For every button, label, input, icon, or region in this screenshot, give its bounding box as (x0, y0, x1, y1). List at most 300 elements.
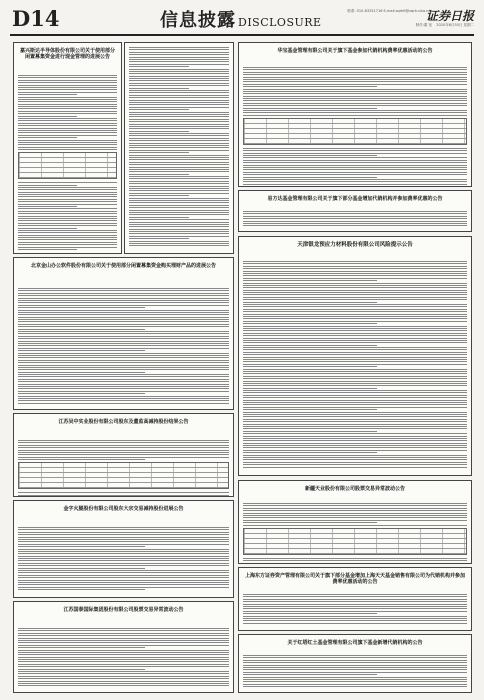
text-line (129, 49, 229, 50)
text-line (243, 323, 377, 324)
text-line (243, 366, 377, 367)
text-line (243, 464, 467, 465)
text-line (18, 324, 229, 325)
text-line (243, 184, 467, 185)
text-line (18, 396, 229, 397)
text-line (243, 674, 377, 675)
text-line (243, 328, 467, 329)
text-line (129, 52, 229, 53)
text-line (243, 177, 377, 178)
text-line (243, 77, 467, 78)
text-line (18, 123, 117, 124)
notice-body (243, 655, 467, 689)
text-line (243, 96, 467, 97)
text-line (243, 287, 467, 288)
text-line (18, 584, 229, 585)
text-line (243, 677, 467, 678)
text-line (129, 57, 229, 58)
text-line (129, 59, 229, 60)
text-line (243, 679, 467, 680)
text-line (18, 120, 117, 121)
text-line (243, 388, 377, 389)
text-line (18, 445, 229, 446)
text-line (18, 128, 117, 129)
text-line (129, 107, 229, 108)
text-line (243, 606, 467, 607)
contact-line: 联系: 010-83251716 E-mail:zqrb9@zqrb.sina.net (347, 9, 432, 13)
text-line (243, 618, 467, 619)
text-line (18, 135, 117, 136)
text-line (18, 336, 229, 337)
text-line (18, 331, 229, 332)
text-line (243, 157, 467, 158)
text-line (18, 589, 145, 590)
text-line (18, 225, 117, 226)
text-line (129, 92, 229, 93)
text-line (243, 268, 467, 269)
text-line (243, 613, 377, 614)
text-line (243, 426, 467, 427)
text-line (243, 306, 467, 307)
issue-date: 2020年6月30日 星期二 (436, 23, 474, 27)
text-line (129, 131, 189, 132)
text-line (129, 202, 229, 203)
notice-7 (238, 236, 472, 476)
text-line (129, 124, 229, 125)
text-line (18, 94, 77, 95)
text-line (18, 230, 117, 231)
text-line (18, 633, 229, 634)
text-line (18, 572, 229, 573)
text-line (243, 390, 467, 391)
text-line (129, 162, 229, 163)
text-line (18, 249, 77, 250)
text-line (18, 321, 229, 322)
text-line (129, 61, 229, 62)
text-line (18, 440, 229, 441)
text-line (18, 495, 229, 496)
text-line (18, 302, 229, 303)
text-line (243, 311, 467, 312)
text-line (243, 450, 467, 451)
notice-0-continued (124, 42, 234, 254)
text-line (243, 297, 467, 298)
text-line (18, 577, 229, 578)
text-line (129, 145, 229, 146)
text-line (18, 372, 145, 373)
text-line (18, 673, 229, 674)
text-line (18, 379, 229, 380)
text-line (18, 144, 117, 145)
text-line (243, 455, 467, 456)
text-line (243, 686, 467, 687)
text-line (243, 216, 467, 217)
text-line (243, 74, 467, 75)
text-line (243, 345, 377, 346)
text-line (18, 539, 229, 540)
notice-table (18, 462, 229, 489)
text-line (18, 333, 229, 334)
text-line (18, 678, 229, 679)
text-line (18, 111, 117, 112)
text-line (129, 243, 229, 244)
text-line (243, 457, 467, 458)
text-line (243, 309, 467, 310)
text-line (18, 529, 229, 530)
text-line (129, 76, 229, 77)
text-line (18, 403, 229, 404)
text-line (129, 193, 229, 194)
text-line (18, 125, 117, 126)
text-line (129, 207, 229, 208)
text-line (243, 359, 467, 360)
text-line (18, 676, 229, 677)
text-line (18, 132, 117, 133)
text-line (18, 237, 117, 238)
text-line (243, 436, 467, 437)
text-line (243, 421, 467, 422)
text-line (18, 218, 117, 219)
editor-line: 制作:董 宽 (415, 23, 432, 27)
text-line (18, 137, 77, 138)
text-line (129, 188, 229, 189)
text-line (18, 319, 229, 320)
text-line (18, 654, 229, 655)
notice-5 (238, 42, 472, 187)
table-row (244, 549, 466, 554)
text-line (18, 381, 229, 382)
text-line (243, 278, 467, 279)
text-line (243, 81, 467, 82)
text-line (243, 381, 467, 382)
text-line (129, 109, 189, 110)
text-line (18, 223, 117, 224)
text-line (243, 373, 467, 374)
text-line (129, 245, 229, 246)
text-line (129, 155, 229, 156)
text-line (18, 661, 229, 662)
text-line (243, 290, 467, 291)
text-line (18, 97, 117, 98)
text-line (243, 503, 467, 504)
text-line (243, 321, 467, 322)
text-line (129, 174, 189, 175)
text-line (18, 365, 229, 366)
text-line (129, 128, 229, 129)
text-line (243, 428, 467, 429)
text-line (18, 565, 229, 566)
text-line (243, 558, 467, 559)
text-line (243, 517, 467, 518)
text-line (18, 326, 229, 327)
text-line (129, 152, 189, 153)
notice-9 (238, 567, 472, 631)
text-line (129, 80, 229, 81)
text-line (243, 404, 467, 405)
page-number: D14 (12, 6, 60, 31)
text-line (129, 114, 229, 115)
text-line (129, 138, 229, 139)
text-line (18, 391, 229, 392)
notice-body (18, 527, 229, 594)
text-line (18, 187, 117, 188)
text-line (18, 343, 229, 344)
text-line (18, 452, 229, 453)
text-line (18, 376, 229, 377)
text-line (129, 236, 229, 237)
text-line (243, 416, 467, 417)
text-line (243, 402, 467, 403)
text-line (243, 452, 377, 453)
text-line (18, 211, 117, 212)
text-line (243, 340, 467, 341)
notice-8 (238, 480, 472, 564)
text-line (18, 587, 229, 588)
text-line (18, 182, 117, 183)
text-line (18, 189, 117, 190)
text-line (129, 54, 229, 55)
text-line (243, 221, 467, 222)
text-line (18, 216, 117, 217)
text-line (18, 666, 229, 667)
text-line (243, 275, 467, 276)
text-line (243, 515, 467, 516)
text-line (129, 121, 229, 122)
text-line (243, 369, 467, 370)
text-line (18, 532, 229, 533)
text-line (243, 443, 467, 444)
text-line (243, 513, 467, 514)
text-line (129, 229, 229, 230)
notice-10 (238, 634, 472, 693)
text-line (243, 596, 467, 597)
text-line (243, 611, 467, 612)
text-line (243, 608, 467, 609)
text-line (18, 199, 117, 200)
notice-table (243, 118, 467, 145)
text-line (18, 310, 229, 311)
text-line (243, 162, 467, 163)
text-line (18, 142, 117, 143)
text-line (129, 195, 189, 196)
text-line (129, 164, 229, 165)
text-line (18, 669, 145, 670)
text-line (18, 239, 117, 240)
text-line (243, 266, 467, 267)
text-line (129, 159, 229, 160)
text-line (18, 681, 229, 682)
text-line (243, 352, 467, 353)
text-line (18, 204, 117, 205)
text-line (18, 106, 117, 107)
text-line (18, 388, 229, 389)
text-line (129, 97, 229, 98)
text-line (243, 299, 467, 300)
text-line (243, 280, 377, 281)
text-line (129, 71, 229, 72)
text-line (243, 672, 467, 673)
notice-table (18, 152, 117, 179)
text-line (18, 459, 145, 460)
text-line (243, 419, 467, 420)
text-line (243, 91, 467, 92)
text-line (18, 369, 229, 370)
text-line (243, 167, 467, 168)
text-line (243, 376, 467, 377)
text-line (243, 412, 467, 413)
text-line (18, 345, 229, 346)
text-line (18, 101, 117, 102)
text-line (18, 242, 117, 243)
text-line (18, 544, 229, 545)
notice-title: 北京金山办公软件股份有限公司关于使用部分闲置募集资金购买理财产品的进展公告 (30, 263, 216, 269)
text-line (129, 167, 229, 168)
text-line (18, 89, 117, 90)
text-line (18, 568, 145, 569)
text-line (18, 386, 229, 387)
text-line (18, 116, 77, 117)
notice-title: 新疆天业股份有限公司股票交易异常波动公告 (304, 486, 405, 492)
text-line (243, 447, 467, 448)
notice-body (243, 67, 467, 183)
text-line (243, 669, 467, 670)
text-line (243, 525, 467, 526)
text-line (129, 219, 229, 220)
text-line (18, 206, 77, 207)
text-line (129, 150, 229, 151)
text-line (243, 160, 467, 161)
text-line (18, 104, 117, 105)
text-line (243, 342, 467, 343)
text-line (18, 208, 117, 209)
text-line (243, 385, 467, 386)
text-line (129, 217, 189, 218)
text-line (243, 69, 467, 70)
text-line (243, 330, 467, 331)
text-line (129, 90, 229, 91)
text-line (243, 174, 467, 175)
text-line (243, 684, 467, 685)
text-line (243, 338, 467, 339)
text-line (18, 657, 229, 658)
text-line (18, 305, 229, 306)
text-line (243, 169, 467, 170)
text-line (18, 235, 117, 236)
text-line (243, 105, 467, 106)
text-line (243, 431, 377, 432)
text-line (18, 558, 229, 559)
page-header (10, 4, 474, 36)
notice-body (243, 261, 467, 472)
text-line (18, 582, 229, 583)
table-row (19, 483, 228, 488)
text-line (129, 64, 229, 65)
text-line (243, 599, 467, 600)
text-line (129, 143, 229, 144)
text-line (243, 364, 467, 365)
text-line (243, 510, 467, 511)
text-line (243, 172, 467, 173)
notice-body (243, 594, 467, 627)
text-line (18, 196, 117, 197)
text-line (129, 157, 229, 158)
text-line (243, 148, 467, 149)
text-line (243, 89, 467, 90)
text-line (129, 171, 229, 172)
table-row (244, 139, 466, 144)
text-line (18, 570, 229, 571)
text-line (18, 683, 229, 684)
text-line (18, 130, 117, 131)
text-line (129, 183, 229, 184)
text-line (243, 103, 467, 104)
text-line (243, 294, 467, 295)
text-line (243, 285, 467, 286)
text-line (18, 350, 145, 351)
text-line (18, 534, 229, 535)
text-line (18, 341, 229, 342)
text-line (243, 657, 467, 658)
text-line (129, 214, 229, 215)
text-line (129, 85, 229, 86)
text-line (18, 247, 117, 248)
text-line (243, 354, 467, 355)
text-line (18, 628, 229, 629)
text-line (18, 147, 117, 148)
text-line (243, 383, 467, 384)
notice-table (243, 528, 467, 555)
text-line (18, 108, 117, 109)
text-line (129, 190, 229, 191)
notice-1 (13, 257, 234, 410)
text-line (243, 655, 467, 656)
text-line (243, 67, 467, 68)
text-line (243, 508, 467, 509)
text-line (18, 220, 117, 221)
text-line (129, 224, 229, 225)
text-line (243, 407, 467, 408)
text-line (18, 329, 145, 330)
text-line (243, 522, 377, 523)
text-line (129, 119, 229, 120)
text-line (129, 169, 229, 170)
text-line (129, 83, 229, 84)
text-line (129, 176, 229, 177)
text-line (18, 630, 229, 631)
text-line (243, 271, 467, 272)
text-line (243, 623, 467, 624)
text-line (243, 333, 467, 334)
text-line (129, 88, 189, 89)
notice-title: 江苏国泰国际集团股份有限公司股票交易异常波动公告 (63, 607, 184, 613)
text-line (18, 355, 229, 356)
text-line (18, 82, 117, 83)
text-line (243, 302, 377, 303)
text-line (18, 360, 229, 361)
notice-4 (13, 601, 234, 693)
notice-body (18, 628, 229, 689)
text-line (18, 457, 229, 458)
notice-title: 金字火腿股份有限公司股东大宗交易减持股份进展公告 (63, 506, 184, 512)
text-line (243, 594, 467, 595)
text-line (243, 505, 467, 506)
text-line (18, 492, 229, 493)
text-line (129, 95, 229, 96)
text-line (18, 317, 229, 318)
text-line (18, 400, 229, 401)
text-line (18, 293, 229, 294)
text-line (18, 671, 229, 672)
